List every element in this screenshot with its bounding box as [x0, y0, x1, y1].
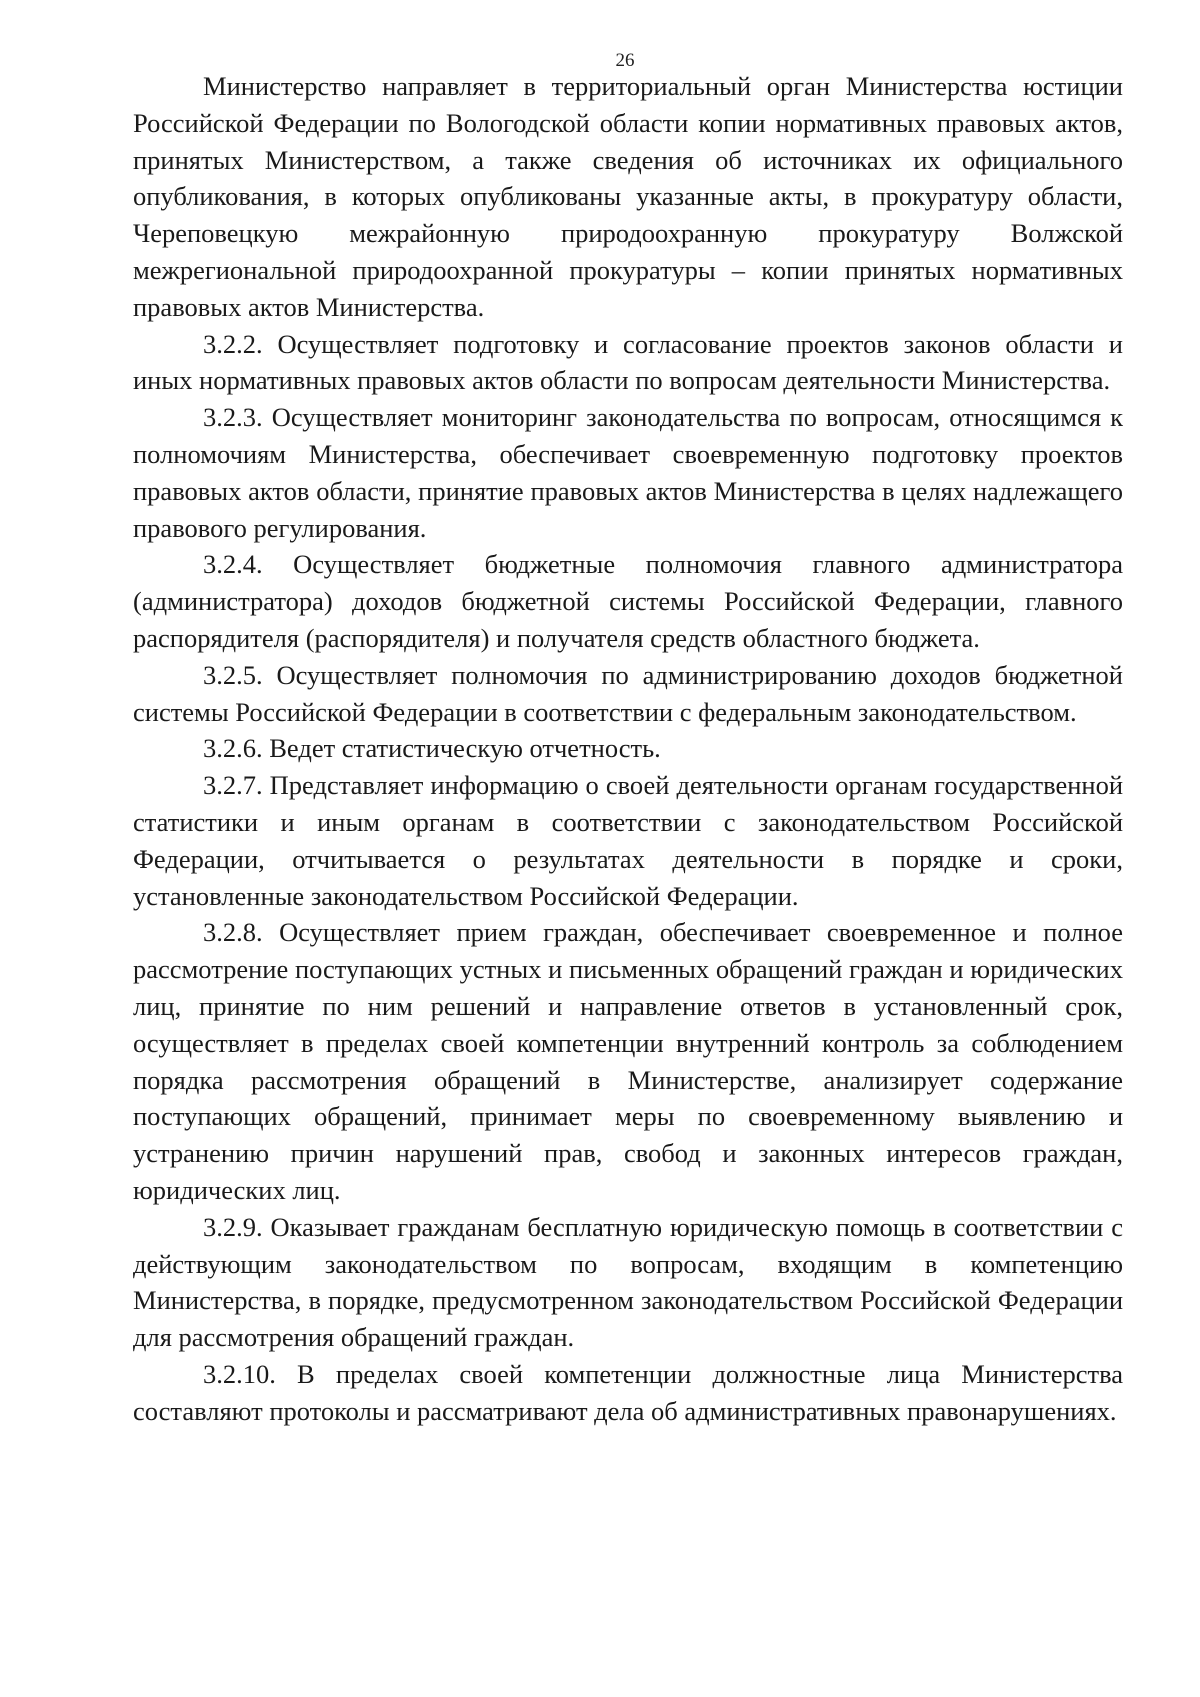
paragraph-3-2-2: 3.2.2. Осуществляет подготовку и согласование проектов законов области и иных нормативных правовых актов области по вопросам деятельности Министерства.	[133, 328, 1123, 396]
paragraph-3-2-5: 3.2.5. Осуществляет полномочия по администрированию доходов бюджетной системы Российской Федерации в соответствии с федеральным законодательством.	[133, 659, 1123, 727]
paragraph-intro: Министерство направляет в территориальный орган Министерства юстиции Российской Федерации по Вологодской области копии нормативных правовых актов, принятых Министерством, а также сведения об источниках их официального опубликования, в которых опубликованы указанные акты, в прокуратуру области, Череповецкую межрайонную природоохранную прокуратуру Волжской межрегиональной природоохранной прокуратуры – копии принятых нормативных правовых актов Министерства.	[133, 71, 1123, 322]
paragraph-3-2-3: 3.2.3. Осуществляет мониторинг законодательства по вопросам, относящимся к полномочиям Министерства, обеспечивает своевременную подготовку проектов правовых актов области, принятие правовых актов Министерства в целях надлежащего правового регулирования.	[133, 402, 1123, 543]
paragraph-3-2-4: 3.2.4. Осуществляет бюджетные полномочия главного администратора (администратора) доходов бюджетной системы Российской Федерации, главного распорядителя (распорядителя) и получателя средств областного бюджета.	[133, 549, 1123, 653]
paragraph-3-2-7: 3.2.7. Представляет информацию о своей деятельности органам государственной статистики и иным органам в соответствии с законодательством Российской Федерации, отчитывается о результатах деятельности в порядке и сроки, установленные законодательством Российской Федерации.	[133, 770, 1123, 911]
paragraph-3-2-8: 3.2.8. Осуществляет прием граждан, обеспечивает своевременное и полное рассмотрение поступающих устных и письменных обращений граждан и юридических лиц, принятие по ним решений и направление ответов в установленный срок, осуществляет в пределах своей компетенции внутренний контроль за соблюдением порядка рассмотрения обращений в Министерстве, анализирует содержание поступающих обращений, принимает меры по своевременному выявлению и устранению причин нарушений прав, свобод и законных интересов граждан, юридических лиц.	[133, 917, 1123, 1205]
paragraph-3-2-6: 3.2.6. Ведет статистическую отчетность.	[203, 733, 661, 764]
page-number: 26	[615, 50, 635, 71]
document-body	[133, 68, 1123, 1429]
paragraph-3-2-9: 3.2.9. Оказывает гражданам бесплатную юридическую помощь в соответствии с действующим законодательством по вопросам, входящим в компетенцию Министерства, в порядке, предусмотренном законодательством Российской Федерации для рассмотрения обращений граждан.	[133, 1211, 1123, 1353]
paragraph-3-2-10: 3.2.10. В пределах своей компетенции должностные лица Министерства составляют протоколы и рассматривают дела об административных правонарушениях.	[133, 1358, 1123, 1426]
